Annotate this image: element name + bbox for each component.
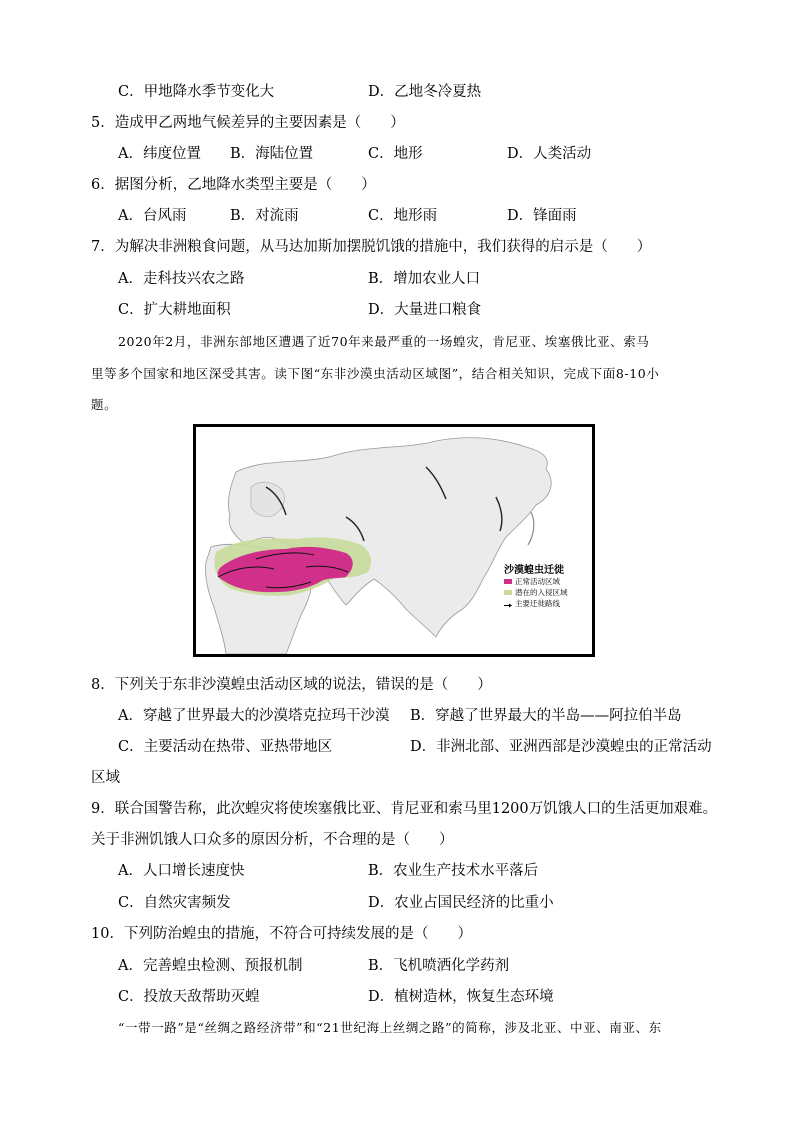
passage-line-2: 里等多个国家和地区深受其害。读下图“东非沙漠虫活动区域图”，结合相关知识，完成下面8-10小: [91, 366, 660, 381]
q8-option-d: D．非洲北部、亚洲西部是沙漠蝗虫的正常活动: [410, 739, 712, 755]
next-passage-line-1: “一带一路”是“丝绸之路经济带”和“21世纪海上丝绸之路”的简称，涉及北亚、中亚、南亚、东: [118, 1020, 662, 1035]
q9-stem-line-2: 关于非洲饥饿人口众多的原因分析，不合理的是（ ）: [91, 832, 454, 848]
q10-option-a: A．完善蝗虫检测、预报机制: [118, 958, 303, 974]
q6-option-b: B．对流雨: [230, 208, 299, 224]
q5-option-b: B．海陆位置: [230, 146, 314, 162]
passage-line-1: 2020年2月，非洲东部地区遭遇了近70年来最严重的一场蝗灾，肯尼亚、埃塞俄比亚、索马: [118, 334, 650, 349]
q4-option-d: D．乙地冬冷夏热: [368, 84, 482, 100]
q6-option-d: D．锋面雨: [507, 208, 577, 224]
q5-option-d: D．人类活动: [507, 146, 592, 162]
legend-item-potential: 潜在的入侵区域: [504, 587, 568, 598]
q10-option-b: B．飞机喷洒化学药剂: [368, 958, 510, 974]
q7-option-d: D．大量进口粮食: [368, 302, 482, 318]
q8-option-b: B．穿越了世界最大的半岛——阿拉伯半岛: [410, 708, 682, 724]
passage-line-3: 题。: [91, 397, 118, 412]
q10-option-d: D．植树造林，恢复生态环境: [368, 989, 554, 1005]
legend-item-route: 主要迁徙路线: [504, 598, 560, 609]
q10-stem: 10．下列防治蝗虫的措施，不符合可持续发展的是（ ）: [91, 926, 472, 942]
q9-option-b: B．农业生产技术水平落后: [368, 863, 539, 879]
q7-option-b: B．增加农业人口: [368, 271, 481, 287]
locust-map-figure: [193, 424, 595, 657]
q6-option-c: C．地形雨: [368, 208, 438, 224]
q9-option-a: A．人口增长速度快: [118, 863, 245, 879]
q10-option-c: C．投放天敌帮助灭蝗: [118, 989, 260, 1005]
legend-title: 沙漠蝗虫迁徙: [504, 565, 564, 576]
legend-swatch-normal: [504, 579, 512, 584]
legend-swatch-potential: [504, 590, 512, 595]
q7-option-a: A．走科技兴农之路: [118, 271, 245, 287]
q8-option-d-continued: 区域: [91, 770, 120, 786]
q7-option-c: C．扩大耕地面积: [118, 302, 231, 318]
locust-map: [196, 427, 592, 654]
q6-option-a: A．台风雨: [118, 208, 187, 224]
q8-option-a: A．穿越了世界最大的沙漠塔克拉玛干沙漠: [118, 708, 390, 724]
q8-option-c: C．主要活动在热带、亚热带地区: [118, 739, 333, 755]
q7-stem: 7．为解决非洲粮食问题，从马达加斯加摆脱饥饿的措施中，我们获得的启示是（ ）: [91, 239, 652, 255]
q5-stem: 5．造成甲乙两地气候差异的主要因素是（ ）: [91, 115, 405, 131]
arrow-icon: [504, 601, 512, 606]
q5-option-c: C．地形: [368, 146, 423, 162]
q9-option-c: C．自然灾害频发: [118, 895, 231, 911]
q4-option-c: C．甲地降水季节变化大: [118, 84, 275, 100]
q5-option-a: A．纬度位置: [118, 146, 201, 162]
q6-stem: 6．据图分析，乙地降水类型主要是（ ）: [91, 177, 376, 193]
q9-option-d: D．农业占国民经济的比重小: [368, 895, 554, 911]
q8-stem: 8．下列关于东非沙漠蝗虫活动区域的说法，错误的是（ ）: [91, 677, 492, 693]
legend-item-normal: 正常活动区域: [504, 576, 560, 587]
q9-stem-line-1: 9．联合国警告称，此次蝗灾将使埃塞俄比亚、肯尼亚和索马里1200万饥饿人口的生活更加艰难。: [91, 801, 718, 817]
